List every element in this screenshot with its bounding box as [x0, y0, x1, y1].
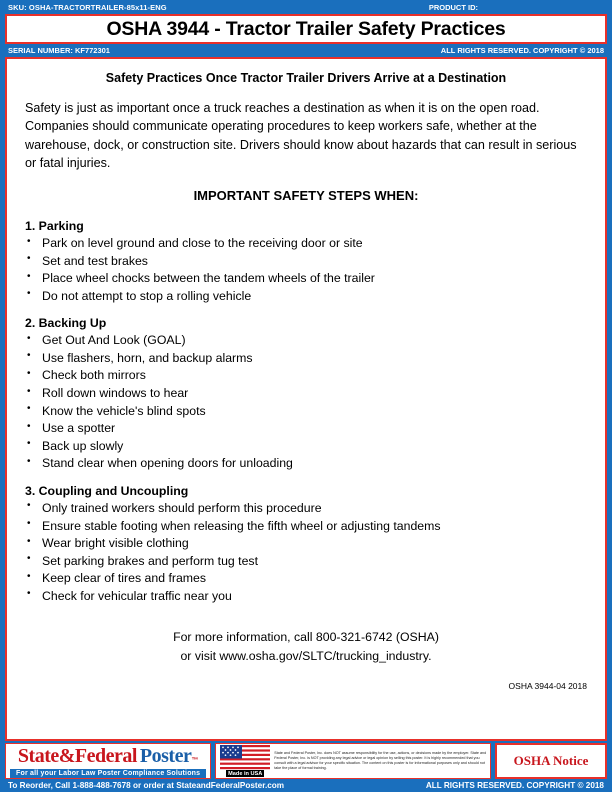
trademark-symbol: ™ [191, 756, 199, 764]
intro-paragraph: Safety is just as important once a truck reaches a destination as when it is on the open road. Companies should communicate operating procedures to keep workers safe, whether at the warehouse, dock, or construction site. Drivers should know about hazards that can result in serious or fatal injuries. [25, 101, 577, 170]
list-item: • Only trained workers should perform this procedure [25, 500, 587, 518]
osha-notice-label: OSHA Notice [513, 753, 589, 768]
list-item: • Know the vehicle's blind spots [25, 403, 587, 421]
contact-phone-line: For more information, call 800-321-6742 (OSHA) [173, 630, 439, 645]
content-container [0, 57, 612, 741]
sku-label: SKU: OSHA-TRACTORTRAILER-85x11-ENG [8, 2, 167, 12]
list-item: • Wear bright visible clothing [25, 535, 587, 553]
top-meta-bar [0, 0, 612, 14]
logo-state-federal-text: State&Federal [17, 744, 137, 767]
logo-tagline: For all your Labor Law Poster Compliance Solutions [10, 769, 206, 778]
list-item: • Ensure stable footing when releasing the fifth wheel or adjusting tandems [25, 518, 587, 536]
steps-heading: IMPORTANT SAFETY STEPS WHEN: [193, 188, 419, 203]
list-item: • Roll down windows to hear [25, 385, 587, 403]
contact-website-line: or visit www.osha.gov/SLTC/trucking_industry. [180, 648, 432, 663]
logo-wordmark [18, 745, 198, 768]
list-item: • Use flashers, horn, and backup alarms [25, 350, 587, 368]
osha-notice-badge [495, 743, 607, 779]
us-flag-icon [220, 745, 270, 770]
legal-disclaimer-text: State and Federal Poster, Inc. does NOT assume responsibility for the use, actions, or decisions made by the employer. State and Federal Poster, Inc. is NOT providing any legal advice or legal opinion by selling this poster. It is highly recommended that you consult with a legal advisor for your specific situation. The content on this poster is for informational purposes only and should not take the place of formal training. [274, 751, 487, 770]
list-item: • Get Out And Look (GOAL) [25, 332, 587, 350]
logo-poster-text: Poster [139, 744, 192, 767]
list-item: • Back up slowly [25, 438, 587, 456]
product-id-label: PRODUCT ID: [428, 2, 478, 12]
bottom-bar [0, 779, 612, 792]
title-box [5, 14, 607, 44]
serial-number-label: SERIAL NUMBER: KF772301 [8, 46, 110, 55]
disclaimer-box [215, 743, 491, 779]
bullet-list [25, 332, 587, 473]
copyright-bottom-label: ALL RIGHTS RESERVED. COPYRIGHT © 2018 [425, 781, 604, 790]
copyright-top-label: ALL RIGHTS RESERVED. COPYRIGHT © 2018 [440, 46, 604, 55]
document-number: OSHA 3944-04 2018 [508, 681, 587, 692]
footer-container [0, 741, 612, 779]
subheading: Safety Practices Once Tractor Trailer Drivers Arrive at a Destination [105, 71, 507, 85]
reorder-info: To Reorder, Call 1-888-488-7678 or order at StateandFederalPoster.com [8, 781, 285, 790]
section-title: 2. Backing Up [25, 316, 107, 331]
list-item: • Set parking brakes and perform tug test [25, 553, 587, 571]
bullet-list [25, 500, 587, 605]
contact-info [25, 628, 587, 665]
section-parking [25, 219, 587, 305]
list-item: • Place wheel chocks between the tandem wheels of the trailer [25, 270, 587, 288]
list-item: • Check for vehicular traffic near you [25, 588, 587, 606]
list-item: • Use a spotter [25, 420, 587, 438]
list-item: • Do not attempt to stop a rolling vehicle [25, 288, 587, 306]
section-title: 1. Parking [25, 219, 84, 233]
section-backing-up [25, 316, 587, 473]
section-title: 3. Coupling and Uncoupling [25, 483, 189, 498]
list-item: • Stand clear when opening doors for unloading [25, 455, 587, 473]
bullet-list [25, 235, 587, 305]
list-item: • Check both mirrors [25, 367, 587, 385]
serial-bar [0, 44, 612, 57]
made-in-usa-label: Made in USA [228, 770, 263, 777]
page-title: OSHA 3944 - Tractor Trailer Safety Practices [106, 17, 506, 40]
section-coupling [25, 484, 587, 605]
content-box [5, 57, 607, 741]
title-container [0, 14, 612, 44]
list-item: • Set and test brakes [25, 253, 587, 271]
state-federal-poster-logo [5, 743, 211, 779]
made-in-usa-badge [219, 745, 271, 778]
list-item: • Park on level ground and close to the receiving door or site [25, 235, 587, 253]
list-item: • Keep clear of tires and frames [25, 570, 587, 588]
